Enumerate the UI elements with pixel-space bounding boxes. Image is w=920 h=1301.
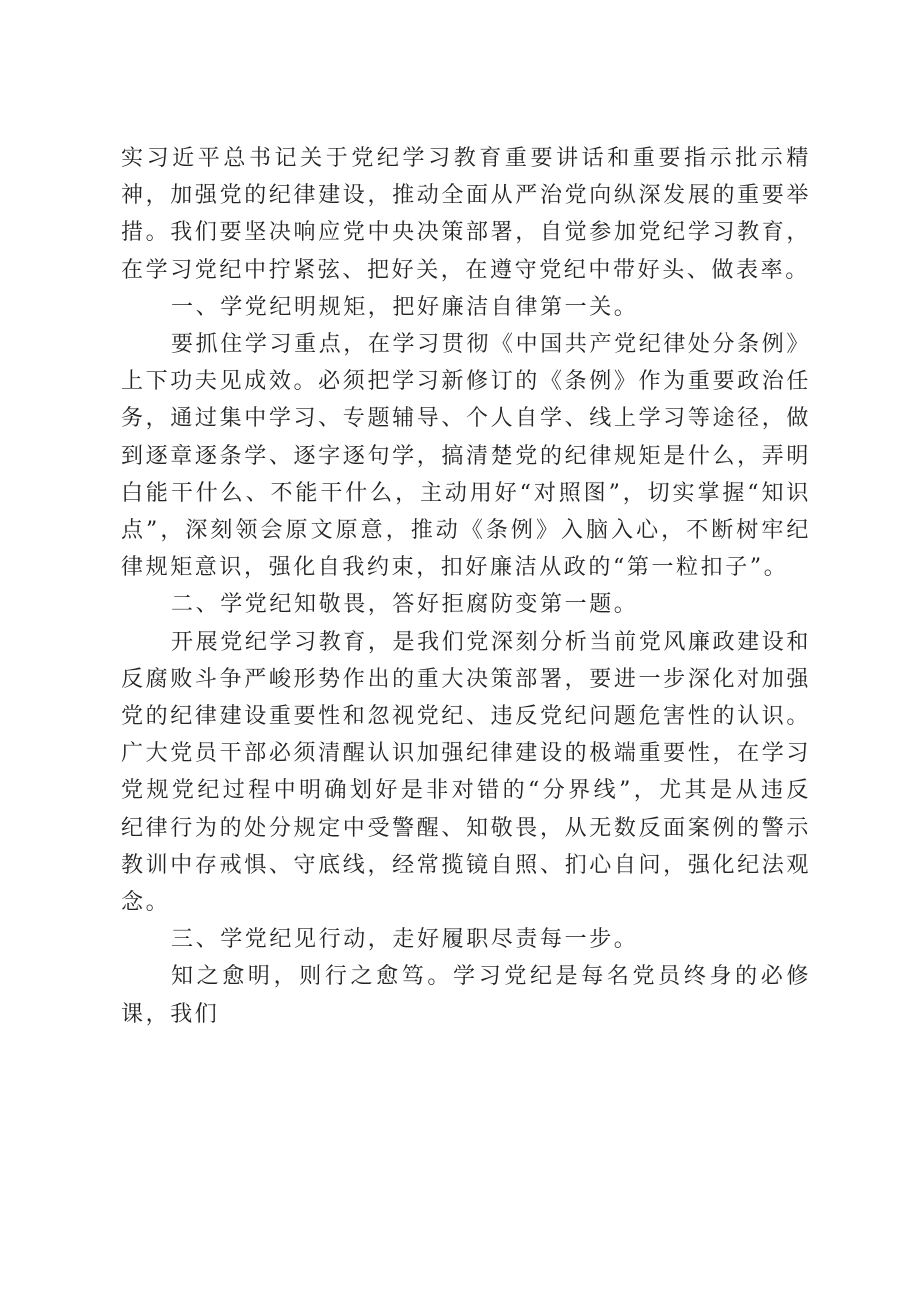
paragraph-section-three: 知之愈明，则行之愈笃。学习党纪是每名党员终身的必修课，我们: [121, 964, 811, 1027]
paragraph-section-one: 要抓住学习重点，在学习贯彻《中国共产党纪律处分条例》上下功夫见成效。必须把学习新修订的《条例》作为重要政治任务，通过集中学习、专题辅导、个人自学、线上学习等途径，做到逐章逐条学、逐字逐句学，搞清楚党的纪律规矩是什么，弄明白能干什么、不能干什么，主动用好“对照图”，切实掌握“知识点”，深刻领会原文原意，推动《条例》入脑入心，不断树牢纪律规矩意识，强化自我约束，扣好廉洁从政的“第一粒扣子”。: [121, 332, 811, 581]
heading-section-two: 二、学党纪知敬畏，答好拒腐防变第一题。: [171, 592, 639, 618]
document-body: [121, 140, 811, 1033]
paragraph-continued-intro: 实习近平总书记关于党纪学习教育重要讲话和重要指示批示精神，加强党的纪律建设，推动全面从严治党向纵深发展的重要举措。我们要坚决响应党中央决策部署，自觉参加党纪学习教育，在学习党纪中拧紧弦、把好关，在遵守党纪中带好头、做表率。: [121, 146, 811, 283]
paragraph-section-two: 开展党纪学习教育，是我们党深刻分析当前党风廉政建设和反腐败斗争严峻形势作出的重大决策部署，要进一步深化对加强党的纪律建设重要性和忽视党纪、违反党纪问题危害性的认识。广大党员干部必须清醒认识加强纪律建设的极端重要性，在学习党规党纪过程中明确划好是非对错的“分界线”，尤其是从违反纪律行为的处分规定中受警醒、知敬畏，从无数反面案例的警示教训中存戒惧、守底线，经常揽镜自照、扪心自问，强化纪法观念。: [121, 629, 811, 916]
heading-section-three: 三、学党纪见行动，走好履职尽责每一步。: [171, 927, 639, 953]
heading-section-one: 一、学党纪明规矩，把好廉洁自律第一关。: [171, 294, 639, 320]
